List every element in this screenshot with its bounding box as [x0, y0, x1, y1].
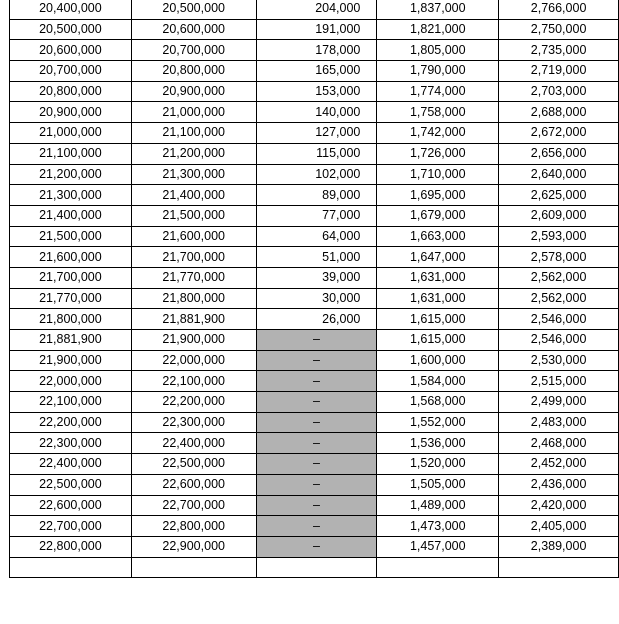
- range-end-cell: 22,900,000: [131, 536, 256, 557]
- amount-cell: 115,000: [256, 143, 377, 164]
- value-a-cell: 1,600,000: [377, 350, 499, 371]
- table-row: [10, 330, 619, 351]
- value-a-cell: 1,473,000: [377, 516, 499, 537]
- amount-cell: –: [256, 371, 377, 392]
- value-a-cell: 1,520,000: [377, 454, 499, 475]
- value-b-cell: 2,389,000: [499, 536, 619, 557]
- amount-cell: –: [256, 350, 377, 371]
- table-row: [10, 205, 619, 226]
- table-row: [10, 433, 619, 454]
- table-row: [10, 536, 619, 557]
- range-end-cell: 20,900,000: [131, 81, 256, 102]
- value-a-cell: 1,584,000: [377, 371, 499, 392]
- range-end-cell: 20,500,000: [131, 0, 256, 19]
- amount-cell: 39,000: [256, 267, 377, 288]
- range-end-cell: 22,800,000: [131, 516, 256, 537]
- range-start-cell: 22,500,000: [10, 474, 132, 495]
- amount-cell: 153,000: [256, 81, 377, 102]
- table-row: [10, 19, 619, 40]
- value-b-cell: 2,468,000: [499, 433, 619, 454]
- range-start-cell: 22,000,000: [10, 371, 132, 392]
- value-a-cell: 1,790,000: [377, 61, 499, 82]
- amount-cell: –: [256, 412, 377, 433]
- range-start-cell: 21,600,000: [10, 247, 132, 268]
- table-row: [10, 0, 619, 19]
- value-b-cell: 2,750,000: [499, 19, 619, 40]
- amount-cell: –: [256, 495, 377, 516]
- range-start-cell: [10, 557, 132, 578]
- range-start-cell: 21,500,000: [10, 226, 132, 247]
- table-row: [10, 40, 619, 61]
- value-b-cell: 2,719,000: [499, 61, 619, 82]
- range-end-cell: 22,700,000: [131, 495, 256, 516]
- range-end-cell: 22,000,000: [131, 350, 256, 371]
- amount-cell: –: [256, 433, 377, 454]
- value-b-cell: 2,640,000: [499, 164, 619, 185]
- value-a-cell: 1,631,000: [377, 288, 499, 309]
- value-b-cell: 2,436,000: [499, 474, 619, 495]
- table-row: [10, 247, 619, 268]
- value-b-cell: 2,530,000: [499, 350, 619, 371]
- value-a-cell: 1,536,000: [377, 433, 499, 454]
- value-a-cell: 1,457,000: [377, 536, 499, 557]
- range-end-cell: 21,770,000: [131, 267, 256, 288]
- amount-cell: –: [256, 330, 377, 351]
- amount-cell: 140,000: [256, 102, 377, 123]
- value-b-cell: 2,483,000: [499, 412, 619, 433]
- table-row: [10, 143, 619, 164]
- value-a-cell: 1,695,000: [377, 185, 499, 206]
- table-row: [10, 309, 619, 330]
- range-end-cell: 22,200,000: [131, 392, 256, 413]
- value-b-cell: 2,593,000: [499, 226, 619, 247]
- value-a-cell: 1,615,000: [377, 309, 499, 330]
- table-row: [10, 61, 619, 82]
- range-end-cell: 21,900,000: [131, 330, 256, 351]
- value-b-cell: 2,578,000: [499, 247, 619, 268]
- range-start-cell: 22,400,000: [10, 454, 132, 475]
- amount-cell: [256, 557, 377, 578]
- range-start-cell: 21,770,000: [10, 288, 132, 309]
- value-a-cell: 1,679,000: [377, 205, 499, 226]
- value-b-cell: 2,499,000: [499, 392, 619, 413]
- range-end-cell: 22,600,000: [131, 474, 256, 495]
- range-start-cell: 20,700,000: [10, 61, 132, 82]
- range-end-cell: 21,400,000: [131, 185, 256, 206]
- range-end-cell: 21,881,900: [131, 309, 256, 330]
- range-start-cell: 21,700,000: [10, 267, 132, 288]
- range-end-cell: 21,300,000: [131, 164, 256, 185]
- range-start-cell: 20,800,000: [10, 81, 132, 102]
- value-b-cell: 2,546,000: [499, 330, 619, 351]
- range-start-cell: 22,100,000: [10, 392, 132, 413]
- table-row: [10, 412, 619, 433]
- table-row: [10, 185, 619, 206]
- value-b-cell: 2,405,000: [499, 516, 619, 537]
- table-container: [9, 0, 619, 578]
- amount-cell: 64,000: [256, 226, 377, 247]
- value-a-cell: 1,774,000: [377, 81, 499, 102]
- range-start-cell: 20,900,000: [10, 102, 132, 123]
- value-a-cell: 1,742,000: [377, 123, 499, 144]
- table-row: [10, 516, 619, 537]
- range-start-cell: 21,300,000: [10, 185, 132, 206]
- range-start-cell: 22,300,000: [10, 433, 132, 454]
- range-end-cell: 20,800,000: [131, 61, 256, 82]
- range-start-cell: 22,800,000: [10, 536, 132, 557]
- range-end-cell: 20,700,000: [131, 40, 256, 61]
- amount-cell: 191,000: [256, 19, 377, 40]
- value-a-cell: 1,710,000: [377, 164, 499, 185]
- value-a-cell: 1,505,000: [377, 474, 499, 495]
- value-b-cell: 2,546,000: [499, 309, 619, 330]
- value-b-cell: [499, 557, 619, 578]
- value-b-cell: 2,515,000: [499, 371, 619, 392]
- range-end-cell: 22,100,000: [131, 371, 256, 392]
- value-b-cell: 2,735,000: [499, 40, 619, 61]
- value-a-cell: 1,837,000: [377, 0, 499, 19]
- range-start-cell: 20,600,000: [10, 40, 132, 61]
- value-a-cell: 1,568,000: [377, 392, 499, 413]
- amount-cell: 204,000: [256, 0, 377, 19]
- amount-cell: –: [256, 474, 377, 495]
- value-a-cell: 1,758,000: [377, 102, 499, 123]
- table-row: [10, 226, 619, 247]
- range-start-cell: 22,200,000: [10, 412, 132, 433]
- range-start-cell: 21,200,000: [10, 164, 132, 185]
- range-start-cell: 21,400,000: [10, 205, 132, 226]
- amount-cell: 102,000: [256, 164, 377, 185]
- range-end-cell: 21,600,000: [131, 226, 256, 247]
- range-start-cell: 21,881,900: [10, 330, 132, 351]
- value-a-cell: 1,489,000: [377, 495, 499, 516]
- amount-cell: –: [256, 516, 377, 537]
- value-b-cell: 2,562,000: [499, 267, 619, 288]
- range-start-cell: 21,100,000: [10, 143, 132, 164]
- amount-cell: 51,000: [256, 247, 377, 268]
- range-start-cell: 21,900,000: [10, 350, 132, 371]
- amount-cell: 178,000: [256, 40, 377, 61]
- table-row: [10, 123, 619, 144]
- table-row: [10, 81, 619, 102]
- amount-cell: 26,000: [256, 309, 377, 330]
- value-a-cell: 1,805,000: [377, 40, 499, 61]
- value-b-cell: 2,703,000: [499, 81, 619, 102]
- range-end-cell: 21,100,000: [131, 123, 256, 144]
- value-a-cell: 1,647,000: [377, 247, 499, 268]
- range-start-cell: 20,500,000: [10, 19, 132, 40]
- range-end-cell: [131, 557, 256, 578]
- value-a-cell: 1,821,000: [377, 19, 499, 40]
- value-b-cell: 2,766,000: [499, 0, 619, 19]
- range-start-cell: 20,400,000: [10, 0, 132, 19]
- amount-cell: 165,000: [256, 61, 377, 82]
- amount-cell: 77,000: [256, 205, 377, 226]
- table-row: [10, 474, 619, 495]
- value-b-cell: 2,625,000: [499, 185, 619, 206]
- range-start-cell: 21,800,000: [10, 309, 132, 330]
- amount-cell: 89,000: [256, 185, 377, 206]
- range-start-cell: 22,700,000: [10, 516, 132, 537]
- value-a-cell: 1,663,000: [377, 226, 499, 247]
- value-b-cell: 2,672,000: [499, 123, 619, 144]
- table-row: [10, 288, 619, 309]
- range-end-cell: 21,200,000: [131, 143, 256, 164]
- value-a-cell: 1,726,000: [377, 143, 499, 164]
- range-end-cell: 21,500,000: [131, 205, 256, 226]
- value-a-cell: 1,615,000: [377, 330, 499, 351]
- value-b-cell: 2,609,000: [499, 205, 619, 226]
- amount-cell: 30,000: [256, 288, 377, 309]
- range-start-cell: 21,000,000: [10, 123, 132, 144]
- value-a-cell: 1,552,000: [377, 412, 499, 433]
- table-row: [10, 557, 619, 578]
- table-row: [10, 267, 619, 288]
- range-start-cell: 22,600,000: [10, 495, 132, 516]
- amount-cell: –: [256, 536, 377, 557]
- value-a-cell: [377, 557, 499, 578]
- data-table: [9, 0, 619, 578]
- amount-cell: –: [256, 392, 377, 413]
- range-end-cell: 21,800,000: [131, 288, 256, 309]
- value-b-cell: 2,452,000: [499, 454, 619, 475]
- table-row: [10, 102, 619, 123]
- amount-cell: –: [256, 454, 377, 475]
- value-b-cell: 2,562,000: [499, 288, 619, 309]
- value-b-cell: 2,656,000: [499, 143, 619, 164]
- range-end-cell: 21,700,000: [131, 247, 256, 268]
- table-row: [10, 454, 619, 475]
- table-row: [10, 371, 619, 392]
- value-a-cell: 1,631,000: [377, 267, 499, 288]
- table-row: [10, 350, 619, 371]
- table-body: [10, 0, 619, 578]
- amount-cell: 127,000: [256, 123, 377, 144]
- table-row: [10, 164, 619, 185]
- range-end-cell: 22,500,000: [131, 454, 256, 475]
- range-end-cell: 22,300,000: [131, 412, 256, 433]
- value-b-cell: 2,688,000: [499, 102, 619, 123]
- value-b-cell: 2,420,000: [499, 495, 619, 516]
- range-end-cell: 21,000,000: [131, 102, 256, 123]
- range-end-cell: 20,600,000: [131, 19, 256, 40]
- table-row: [10, 495, 619, 516]
- table-row: [10, 392, 619, 413]
- range-end-cell: 22,400,000: [131, 433, 256, 454]
